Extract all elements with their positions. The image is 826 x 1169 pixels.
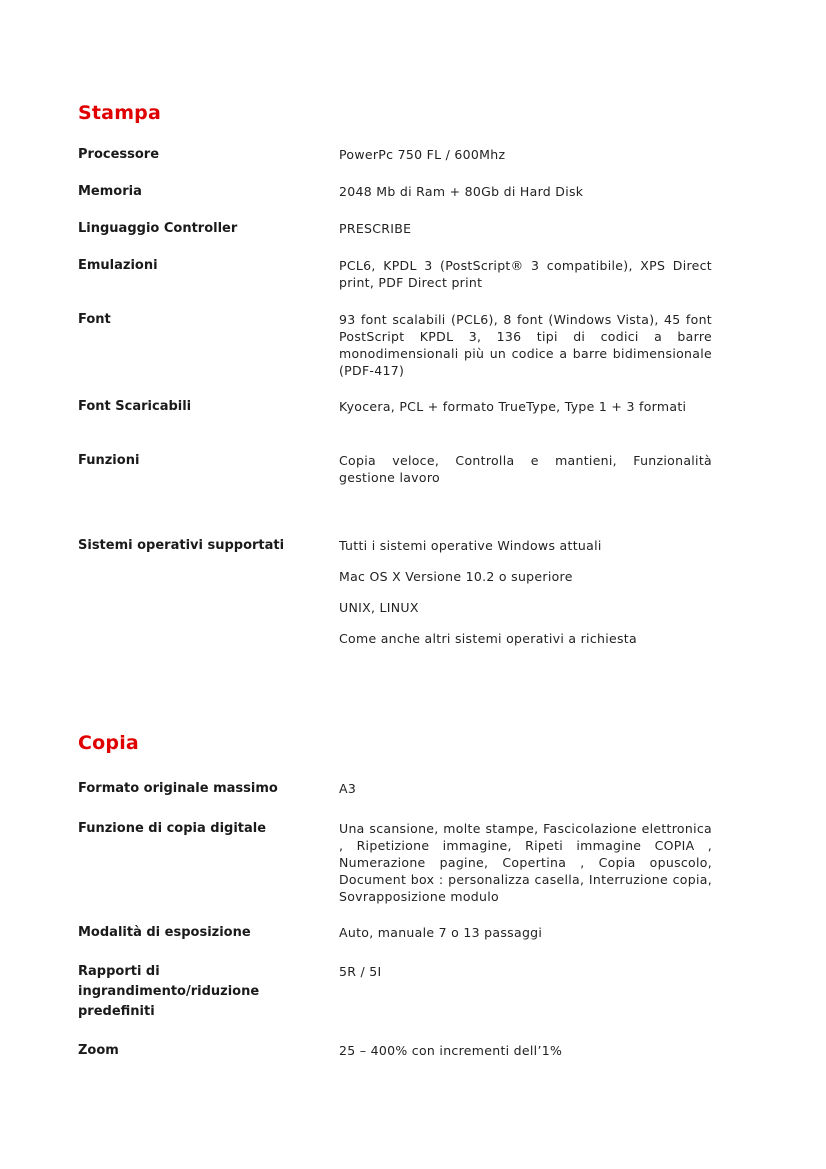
spec-label: Emulazioni xyxy=(78,258,158,273)
spec-value: Copia veloce, Controlla e mantieni, Funzionalità gestione lavoro xyxy=(339,453,712,485)
spec-value: Una scansione, molte stampe, Fascicolazione elettronica , Ripetizione immagine, Ripeti immagine COPIA , Numerazione pagine, Copertina , Copia opuscolo, Document box : personalizza casella, Interruzione copia, Sovrapposizione modulo xyxy=(339,821,712,904)
spec-label: Rapporti di ingrandimento/riduzione predefiniti xyxy=(78,964,260,1019)
spec-label: Funzioni xyxy=(78,453,140,468)
os-item: UNIX, LINUX xyxy=(339,600,419,615)
spec-label: Linguaggio Controller xyxy=(78,221,238,236)
spec-value: Auto, manuale 7 o 13 passaggi xyxy=(339,925,543,940)
spec-label: Zoom xyxy=(78,1043,119,1058)
spec-label: Formato originale massimo xyxy=(78,781,278,796)
spec-label: Processore xyxy=(78,147,160,162)
spec-label: Font xyxy=(78,312,111,327)
spec-value: PCL6, KPDL 3 (PostScript® 3 compatibile), XPS Direct print, PDF Direct print xyxy=(339,258,712,290)
os-item: Mac OS X Versione 10.2 o superiore xyxy=(339,569,573,584)
spec-value: 2048 Mb di Ram + 80Gb di Hard Disk xyxy=(339,184,584,199)
spec-value: 5R / 5I xyxy=(339,964,382,979)
spec-value: PowerPc 750 FL / 600Mhz xyxy=(339,147,506,162)
os-item: Come anche altri sistemi operativi a richiesta xyxy=(339,631,637,646)
spec-label: Memoria xyxy=(78,184,142,199)
spec-value: 25 – 400% con incrementi dell’1% xyxy=(339,1043,563,1058)
spec-value: A3 xyxy=(339,781,357,796)
section-title-stampa: Stampa xyxy=(78,102,162,124)
section-title-copia: Copia xyxy=(78,732,139,754)
spec-value-list xyxy=(339,537,712,661)
os-item: Tutti i sistemi operative Windows attuali xyxy=(339,538,602,553)
spec-value: Kyocera, PCL + formato TrueType, Type 1 + 3 formati xyxy=(339,399,687,414)
spec-label: Funzione di copia digitale xyxy=(78,821,267,836)
spec-value: PRESCRIBE xyxy=(339,221,412,236)
spec-label: Modalità di esposizione xyxy=(78,925,251,940)
spec-label: Font Scaricabili xyxy=(78,399,192,414)
spec-label: Sistemi operativi supportati xyxy=(78,538,285,553)
spec-value: 93 font scalabili (PCL6), 8 font (Windows Vista), 45 font PostScript KPDL 3, 136 tipi di codici a barre monodimensionali più un codice a barre bidimensionale (PDF-417) xyxy=(339,312,712,378)
